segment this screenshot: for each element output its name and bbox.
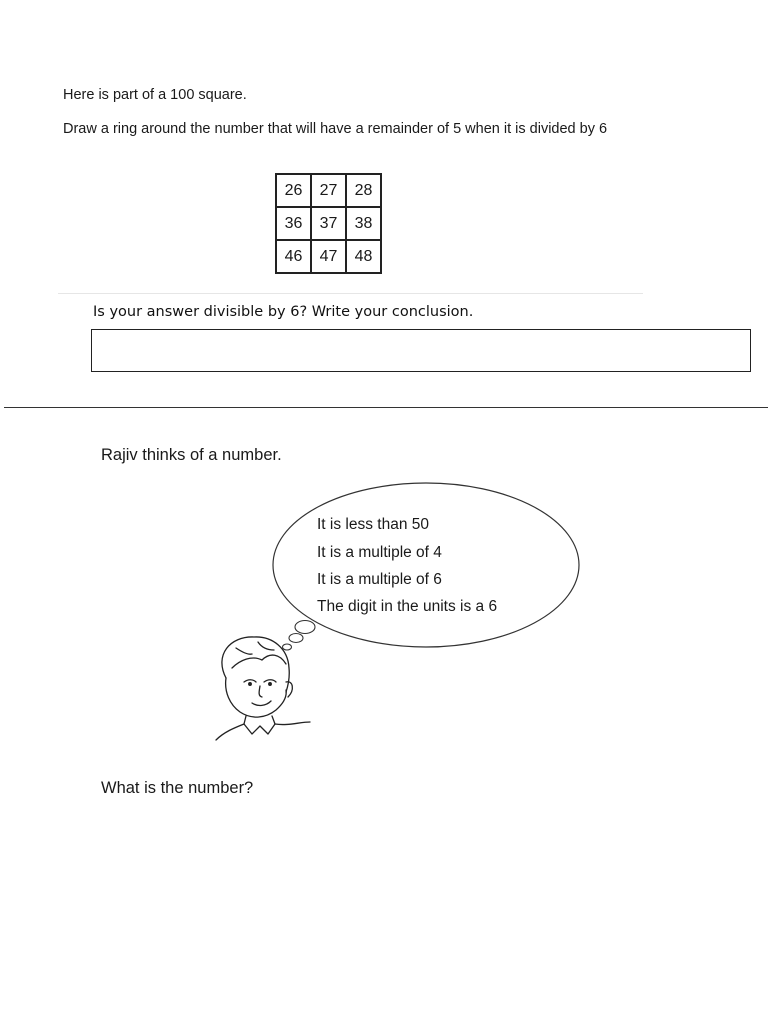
thought-dot <box>295 621 315 634</box>
grid-cell[interactable]: 47 <box>311 240 346 273</box>
grid-cell[interactable]: 26 <box>276 174 311 207</box>
thought-line: The digit in the units is a 6 <box>317 598 498 615</box>
grid-cell[interactable]: 38 <box>346 207 381 240</box>
grid-cell[interactable]: 37 <box>311 207 346 240</box>
grid-cell[interactable]: 28 <box>346 174 381 207</box>
thought-line: It is a multiple of 6 <box>317 571 442 588</box>
question-2-prompt: What is the number? <box>101 779 254 797</box>
thought-dot <box>283 644 292 650</box>
grid-cell[interactable]: 27 <box>311 174 346 207</box>
grid-cell[interactable]: 36 <box>276 207 311 240</box>
grid-cell[interactable]: 48 <box>346 240 381 273</box>
boy-illustration <box>216 637 310 740</box>
thought-dot <box>289 634 303 643</box>
thought-bubble <box>273 483 579 647</box>
question-1-intro: Here is part of a 100 square. <box>63 87 247 103</box>
grid-cell[interactable]: 46 <box>276 240 311 273</box>
question-2-intro: Rajiv thinks of a number. <box>101 446 282 464</box>
question-1-followup: Is your answer divisible by 6? Write your conclusion. <box>93 304 474 320</box>
thought-line: It is less than 50 <box>317 516 430 533</box>
question-1-instruction: Draw a ring around the number that will have a remainder of 5 when it is divided by 6 <box>63 121 608 137</box>
thought-line: It is a multiple of 4 <box>317 544 442 561</box>
